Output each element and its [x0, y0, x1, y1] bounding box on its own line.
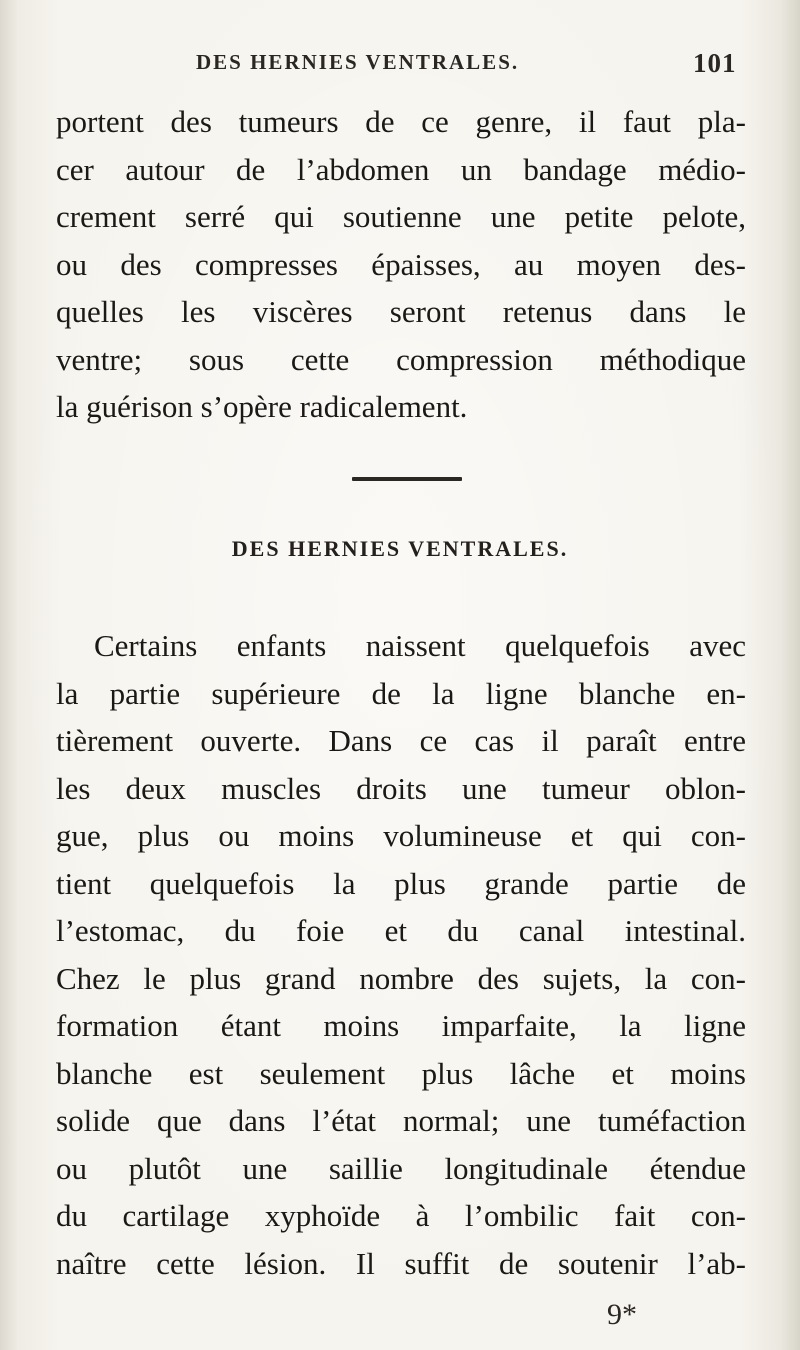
text-line: les deux muscles droits une tumeur oblon-	[56, 770, 746, 806]
text-line: la partie supérieure de la ligne blanche en-	[56, 675, 746, 711]
text-line: l’estomac, du foie et du canal intestinal.	[56, 913, 746, 948]
section-heading: DES HERNIES VENTRALES.	[231, 536, 569, 561]
text-line: du cartilage xyphoïde à l’ombilic fait con-	[56, 1198, 746, 1233]
text-line: ou des compresses épaisses, au moyen des-	[56, 246, 746, 282]
running-head	[0, 48, 800, 84]
signature-mark: 9*	[607, 1298, 637, 1331]
text-line: solide que dans l’état normal; une tuméfaction	[56, 1103, 746, 1138]
text-line: gue, plus ou moins volumineuse et qui con-	[56, 818, 746, 853]
text-line: Chez le plus grand nombre des sujets, la con-	[56, 960, 746, 996]
text-line: ventre; sous cette compression méthodique	[56, 341, 746, 377]
page-number: 101	[693, 48, 737, 78]
text-line: tient quelquefois la plus grande partie de	[56, 865, 746, 901]
paragraph-body	[56, 622, 746, 1287]
text-line: portent des tumeurs de ce genre, il faut pla-	[56, 104, 746, 139]
paragraph-continuation	[56, 98, 746, 431]
text-line: crement serré qui soutienne une petite pelote,	[56, 199, 746, 234]
text-line: tièrement ouverte. Dans ce cas il paraît entre	[56, 723, 746, 758]
text-line: ou plutôt une saillie longitudinale étendue	[56, 1150, 746, 1186]
text-line: quelles les viscères seront retenus dans le	[56, 294, 746, 329]
text-line: blanche est seulement plus lâche et moins	[56, 1055, 746, 1091]
text-line: Certains enfants naissent quelquefois avec	[94, 628, 746, 663]
section-divider-rule	[352, 477, 462, 481]
text-line: naître cette lésion. Il suffit de soutenir l’ab-	[56, 1245, 746, 1281]
text-line: la guérison s’opère radicalement.	[56, 389, 468, 424]
text-line: formation étant moins imparfaite, la ligne	[56, 1008, 746, 1043]
running-head-title: DES HERNIES VENTRALES.	[196, 50, 520, 74]
text-line: cer autour de l’abdomen un bandage médio-	[56, 151, 746, 187]
